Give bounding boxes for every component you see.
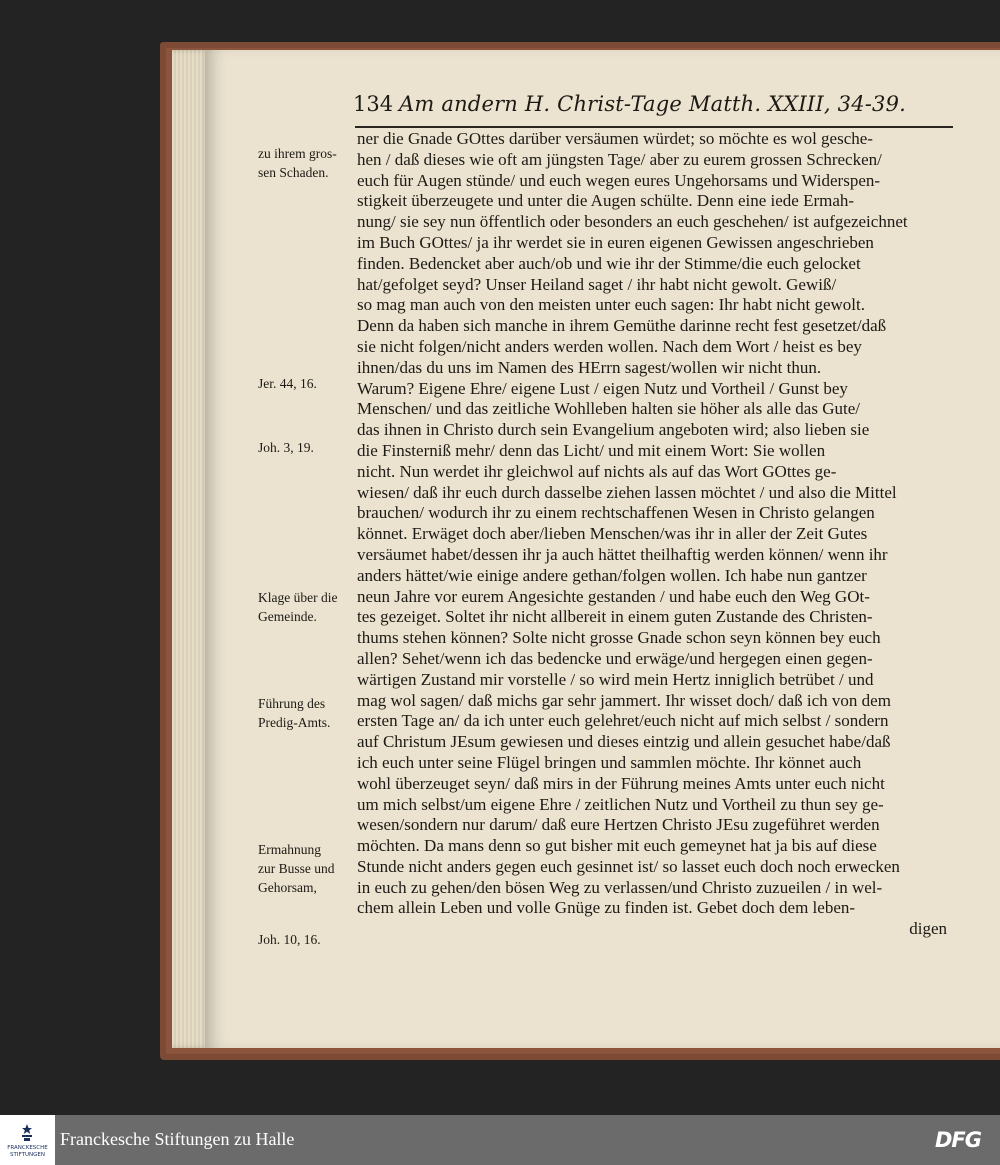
text-line: um mich selbst/um eigene Ehre / zeitlichen Nutz und Vortheil zu thun sey ge- — [357, 794, 884, 814]
text-line: in euch zu gehen/den bösen Weg zu verlassen/und Christo zuzueilen / in wel- — [357, 877, 883, 897]
text-line: stigkeit überzeugete und unter die Augen schülte. Denn eine iede Ermah- — [357, 191, 855, 211]
text-line: thums stehen können? Solte nicht grosse Gnade schon seyn können bey euch — [357, 628, 881, 648]
text-line: Denn da haben sich manche in ihrem Gemüthe darinne recht fest gesetzet/daß — [357, 316, 887, 336]
text-line: Stunde nicht anders gegen euch gesinnet ist/ so lasset euch doch noch erwecken — [357, 856, 900, 876]
dfg-logo[interactable]: DFG — [935, 1128, 982, 1152]
text-line: mag wol sagen/ daß michs gar sehr jammert. Ihr wisset doch/ daß ich von dem — [357, 690, 891, 710]
crest-icon — [19, 1124, 35, 1142]
text-line: wiesen/ daß ihr euch durch dasselbe ziehen lassen möchtet / und also die Mittel — [357, 482, 897, 502]
margin-note — [258, 588, 358, 626]
margin-note — [258, 438, 358, 457]
text-line: wohl überzeuget seyn/ daß mirs in der Führung meines Amts unter euch nicht — [357, 773, 885, 793]
text-line: anders hättet/wie einige andere gethan/folgen wollen. Ich habe nun gantzer — [357, 565, 867, 585]
text-line: finden. Bedencket aber auch/ob und wie ihr der Stimme/die euch gelocket — [357, 253, 861, 273]
text-line: ner die Gnade GOttes darüber versäumen würdet; so möchte es wol gesche- — [357, 129, 873, 148]
text-line: allen? Sehet/wenn ich das bedencke und erwäge/und hergegen einen gegen- — [357, 648, 873, 668]
catchword: digen — [909, 919, 947, 939]
header-rule — [355, 126, 953, 128]
text-line: das ihnen in Christo durch sein Evangelium angeboten wird; also lieben sie — [357, 420, 870, 440]
text-line: euch für Augen stünde/ und euch wegen eures Ungehorsams und Widerspen- — [357, 170, 881, 190]
running-head-title: Am andern H. Christ-Tage Matth. XXIII, 34-39. — [399, 92, 907, 116]
text-line: auf Christum JEsum gewiesen und dieses eintzig und allein gesuchet habe/daß — [357, 732, 891, 752]
margin-note-line: Predig-Amts. — [258, 715, 331, 730]
text-line: so mag man auch von den meisten unter euch sagen: Ihr habt nicht gewolt. — [357, 295, 865, 315]
margin-note — [258, 694, 358, 732]
text-line: nung/ sie sey nun öffentlich oder besonders an euch geschehen/ ist aufgezeichnet — [357, 212, 908, 232]
margin-note-line: Ermahnung — [258, 842, 321, 857]
margin-note-line: Joh. 3, 19. — [258, 440, 314, 455]
text-line: im Buch GOttes/ ja ihr werdet sie in euren eigenen Gewissen angeschrieben — [357, 232, 874, 252]
page-number: 134 — [353, 92, 394, 116]
margin-note-line: Gemeinde. — [258, 609, 317, 624]
text-line: versäumet habet/dessen ihr ja auch hättet theilhaftig werden können/ wenn ihr — [357, 544, 888, 564]
text-line: chem allein Leben und volle Gnüge zu finden ist. Gebet doch dem leben- — [357, 898, 856, 918]
margin-note — [258, 374, 358, 393]
text-line: die Finsterniß mehr/ denn das Licht/ und mit einem Wort: Sie wollen — [357, 440, 826, 460]
text-line: ersten Tage an/ da ich unter euch gelehret/euch nicht auf mich selbst / sondern — [357, 711, 889, 731]
text-line: wärtigen Zustand mir vorstelle / so wird mein Hertz inniglich betrübet / und — [357, 669, 874, 689]
body-text — [357, 129, 947, 940]
margin-note-line: zur Busse und — [258, 861, 335, 876]
margin-note-line: Führung des — [258, 696, 326, 711]
institution-name: Franckesche Stiftungen zu Halle — [60, 1129, 295, 1149]
footer-bar — [0, 1115, 1000, 1165]
running-header — [353, 92, 907, 126]
margin-note-line: Gehorsam, — [258, 880, 317, 895]
text-line: tes gezeiget. Soltet ihr nicht allbereit in einem guten Zustande des Christen- — [357, 607, 873, 627]
institution-logo[interactable] — [0, 1115, 55, 1165]
text-line: ihnen/das du uns im Namen des HErrn sagest/wollen wir nicht thun. — [357, 357, 822, 377]
logo-text: FRANCKESCHE STIFTUNGEN — [7, 1145, 48, 1158]
text-line: hen / daß dieses wie oft am jüngsten Tage/ aber zu eurem grossen Schrecken/ — [357, 149, 882, 169]
text-line: neun Jahre vor eurem Angesichte gestanden / und habe euch den Weg GOt- — [357, 586, 870, 606]
text-line: könnet. Erwäget doch aber/lieben Menschen/was ihr in aller der Zeit Gutes — [357, 524, 868, 544]
margin-note-line: sen Schaden. — [258, 165, 329, 180]
margin-note-line: zu ihrem gros- — [258, 146, 337, 161]
text-line: ich euch unter seine Flügel bringen und sammlen möchte. Ihr könnet auch — [357, 752, 862, 772]
text-line: sie nicht folgen/nicht anders werden wollen. Nach dem Wort / heist es bey — [357, 336, 862, 356]
text-line: Warum? Eigene Ehre/ eigene Lust / eigen Nutz und Vortheil / Gunst bey — [357, 378, 848, 398]
margin-note-line: Joh. 10, 16. — [258, 932, 321, 947]
text-line: möchten. Da mans denn so gut bisher mit euch gemeynet hat ja bis auf diese — [357, 836, 877, 856]
text-line: brauchen/ wodurch ihr zu einem rechtschaffenen Wesen in Christo gelangen — [357, 503, 875, 523]
margin-note-line: Klage über die — [258, 590, 338, 605]
margin-note-line: Jer. 44, 16. — [258, 376, 317, 391]
margin-note — [258, 144, 358, 182]
margin-note — [258, 840, 358, 897]
text-line: nicht. Nun werdet ihr gleichwol auf nichts als auf das Wort GOttes ge- — [357, 461, 837, 481]
text-line: wesen/sondern nur darum/ daß eure Hertzen Christo JEsu zugeführet werden — [357, 815, 880, 835]
margin-note — [258, 930, 358, 949]
text-line: hat/gefolget seyd? Unser Heiland saget / ihr habt nicht gewolt. Gewiß/ — [357, 274, 837, 294]
text-line: Menschen/ und das zeitliche Wohlleben halten sie höher als alle das Gute/ — [357, 399, 860, 419]
